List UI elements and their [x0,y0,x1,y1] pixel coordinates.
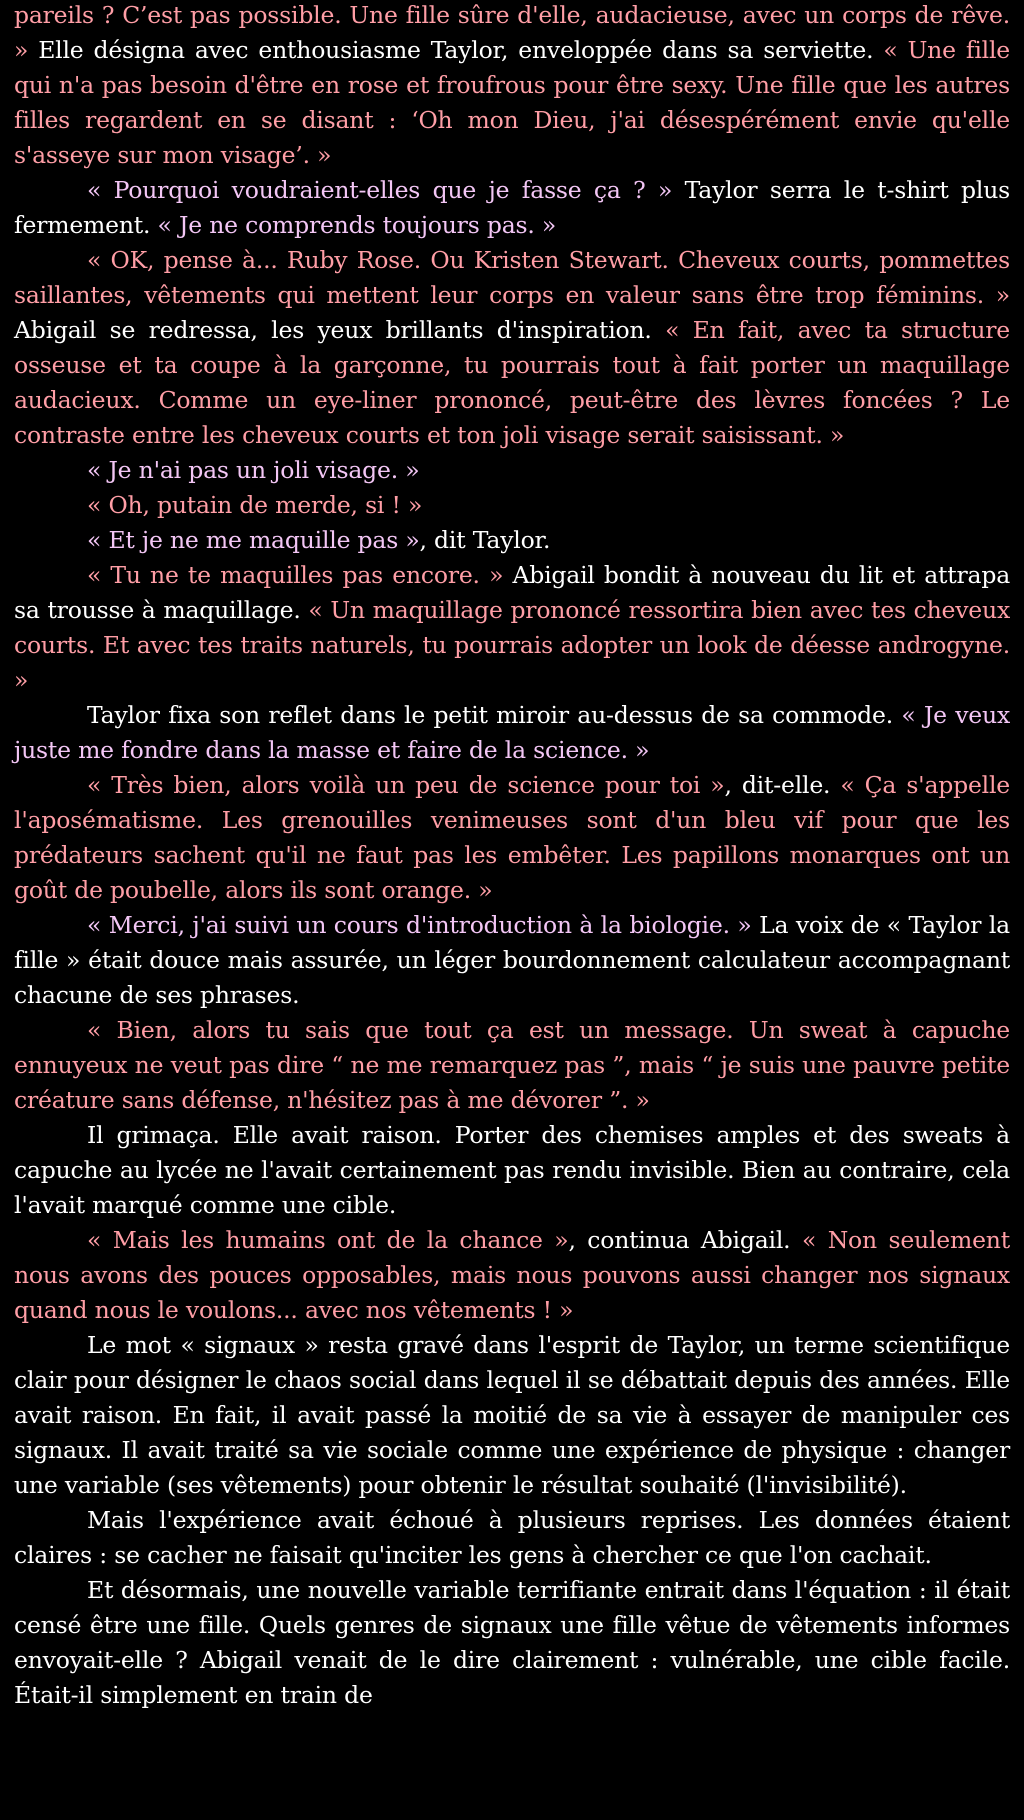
paragraph-11 [14,1013,1010,1118]
narration: Taylor serra le t-shirt plus fermement. [14,176,1010,239]
narration: La voix de « Taylor la fille » était douce mais assurée, un léger bourdonnement calculateur accompagnant chacune de ses phrases. [14,911,1010,1009]
abigail-dialogue: « Mais les humains ont de la chance » [87,1226,569,1254]
abigail-dialogue: « En fait, avec ta structure osseuse et ta coupe à la garçonne, tu pourrais tout à fait porter un maquillage audacieux. Comme un eye-liner prononcé, peut-être des lèvres foncées ? Le contraste entre les cheveux courts et ton joli visage serait saisissant. » [14,316,1010,449]
abigail-dialogue: « Ça s'appelle l'aposématisme. Les grenouilles venimeuses sont d'un bleu vif pour que les prédateurs sachent qu'il ne faut pas les embêter. Les papillons monarques ont un goût de poubelle, alors ils sont orange. » [14,771,1010,904]
paragraph-10 [14,908,1010,1013]
taylor-dialogue: « Je n'ai pas un joli visage. » [87,456,420,484]
narration: Il grimaça. Elle avait raison. Porter des chemises amples et des sweats à capuche au lycée ne l'avait certainement pas rendu invisible. Bien au contraire, cela l'avait marqué comme une cible. [14,1121,1010,1219]
paragraph-14 [14,1328,1010,1503]
taylor-dialogue: « Et je ne me maquille pas » [87,526,420,554]
paragraph-12 [14,1118,1010,1223]
paragraph-16 [14,1573,1010,1713]
abigail-dialogue: « Oh, putain de merde, si ! » [87,491,423,519]
paragraph-8 [14,698,1010,768]
narration: Mais l'expérience avait échoué à plusieurs reprises. Les données étaient claires : se cacher ne faisait qu'inciter les gens à chercher ce que l'on cachait. [14,1506,1010,1569]
taylor-dialogue: « Je ne comprends toujours pas. » [157,211,557,239]
narration: , dit Taylor. [419,526,551,554]
abigail-dialogue: « Très bien, alors voilà un peu de science pour toi » [87,771,725,799]
narration: Taylor fixa son reflet dans le petit miroir au-dessus de sa commode. [87,701,902,729]
paragraph-15 [14,1503,1010,1573]
narration: Abigail bondit à nouveau du lit et attrapa sa trousse à maquillage. [14,561,1011,624]
narration: Et désormais, une nouvelle variable terrifiante entrait dans l'équation : il était censé être une fille. Quels genres de signaux une fille vêtue de vêtements informes envoyait-elle ? Abigail venait de le dire clairement : vulnérable, une cible facile. Était-il simplement en train de [14,1576,1010,1709]
abigail-dialogue: « Bien, alors tu sais que tout ça est un message. Un sweat à capuche ennuyeux ne veut pas dire “ ne me remarquez pas ”, mais “ je suis une pauvre petite créature sans défense, n'hésitez pas à me dévorer ”. » [14,1016,1010,1114]
abigail-dialogue: « OK, pense à... Ruby Rose. Ou Kristen Stewart. Cheveux courts, pommettes saillantes, vêtements qui mettent leur corps en valeur sans être trop féminins. » [14,246,1010,309]
abigail-dialogue: « Une fille qui n'a pas besoin d'être en rose et froufrous pour être sexy. Une fille que les autres filles regardent en se disant : ‘Oh mon Dieu, j'ai désespérément envie qu'elle s'asseye sur mon visage’. » [14,36,1010,169]
taylor-dialogue: « Pourquoi voudraient-elles que je fasse ça ? » [87,176,673,204]
narration: , dit-elle. [724,771,841,799]
paragraph-9 [14,768,1010,908]
narration: Le mot « signaux » resta gravé dans l'esprit de Taylor, un terme scientifique clair pour désigner le chaos social dans lequel il se débattait depuis des années. Elle avait raison. En fait, il avait passé la moitié de sa vie à essayer de manipuler ces signaux. Il avait traité sa vie sociale comme une expérience de physique : changer une variable (ses vêtements) pour obtenir le résultat souhaité (l'invisibilité). [14,1331,1010,1499]
abigail-dialogue: « Non seulement nous avons des pouces opposables, mais nous pouvons aussi changer nos signaux quand nous le voulons... avec nos vêtements ! » [14,1226,1010,1324]
paragraph-4 [14,453,1010,488]
document-page [14,0,1010,1713]
narration: Abigail se redressa, les yeux brillants d'inspiration. [14,316,666,344]
paragraph-6 [14,523,1010,558]
paragraph-7 [14,558,1010,698]
paragraph-13 [14,1223,1010,1328]
narration: , continua Abigail. [568,1226,802,1254]
abigail-dialogue: « Un maquillage prononcé ressortira bien avec tes cheveux courts. Et avec tes traits naturels, tu pourrais adopter un look de déesse androgyne. » [14,596,1011,694]
abigail-dialogue: « Tu ne te maquilles pas encore. » [87,561,504,589]
taylor-dialogue: « Merci, j'ai suivi un cours d'introduction à la biologie. » [87,911,752,939]
paragraph-3 [14,243,1010,453]
paragraph-1 [14,0,1010,173]
abigail-dialogue: pareils ? C’est pas possible. Une fille sûre d'elle, audacieuse, avec un corps de rêve. » [14,1,1010,64]
paragraph-2 [14,173,1010,243]
narration: Elle désigna avec enthousiasme Taylor, enveloppée dans sa serviette. [28,36,884,64]
taylor-dialogue: « Je veux juste me fondre dans la masse et faire de la science. » [14,701,1010,764]
paragraph-5 [14,488,1010,523]
